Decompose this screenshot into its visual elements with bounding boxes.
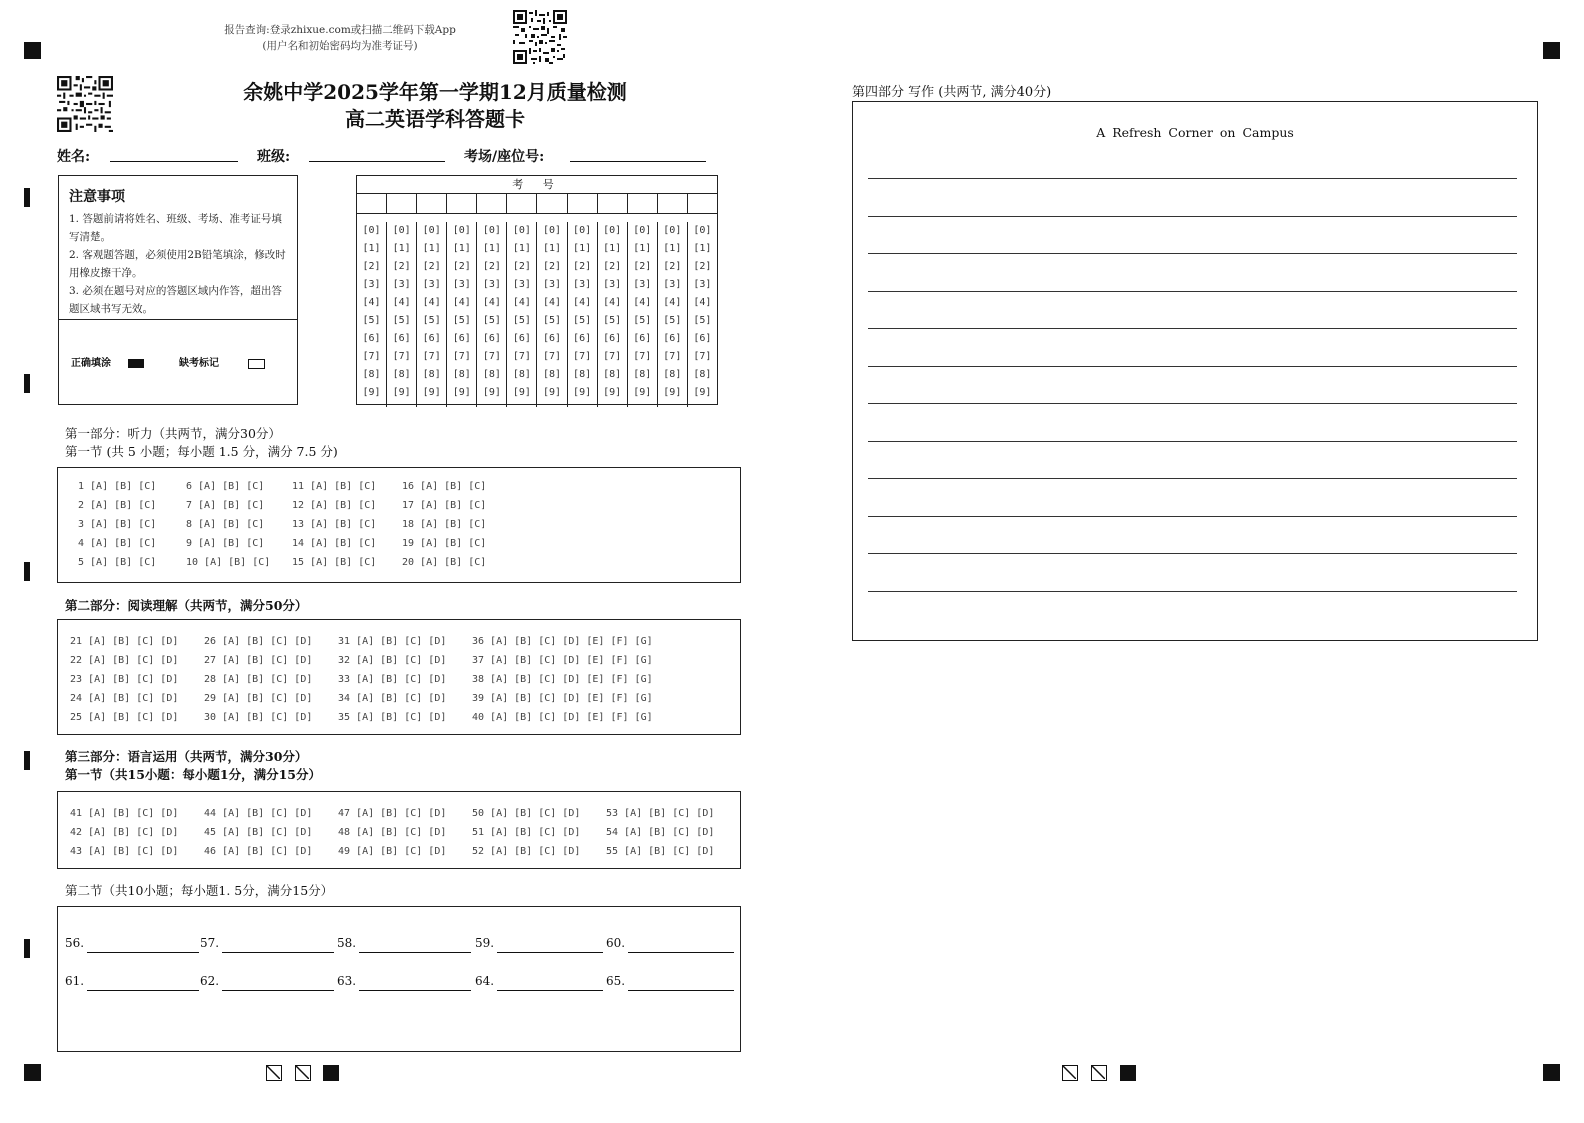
- essay-title: A Refresh Corner on Campus: [1096, 125, 1294, 140]
- answer-choice-group[interactable]: 14 [A] [B] [C]: [292, 538, 377, 549]
- filled-square-icon: [323, 1065, 339, 1081]
- digit-bubble[interactable]: [1]: [512, 243, 531, 254]
- digit-bubble[interactable]: [3]: [573, 279, 592, 290]
- blank-number: 60.: [606, 936, 626, 950]
- digit-bubble[interactable]: [8]: [573, 369, 592, 380]
- digit-bubble[interactable]: [2]: [693, 261, 712, 272]
- digit-bubble[interactable]: [6]: [422, 333, 441, 344]
- digit-bubble[interactable]: [3]: [603, 279, 622, 290]
- digit-bubble[interactable]: [9]: [362, 387, 381, 398]
- blank-line[interactable]: [87, 952, 199, 953]
- digit-bubble[interactable]: [5]: [482, 315, 501, 326]
- answer-choice-group[interactable]: 2 [A] [B] [C]: [78, 500, 157, 511]
- answer-choice-group[interactable]: 11 [A] [B] [C]: [292, 481, 377, 492]
- digit-bubble[interactable]: [1]: [452, 243, 471, 254]
- class-label: 班级:: [257, 149, 291, 165]
- digit-bubble[interactable]: [8]: [633, 369, 652, 380]
- class-field[interactable]: [309, 161, 445, 162]
- digit-bubble[interactable]: [0]: [362, 225, 381, 236]
- absent-mark-label: 缺考标记: [179, 358, 219, 369]
- part2-title: 第二部分：阅读理解（共两节，满分50分）: [65, 598, 308, 613]
- digit-bubble[interactable]: [2]: [482, 261, 501, 272]
- digit-bubble[interactable]: [7]: [663, 351, 682, 362]
- digit-bubble[interactable]: [4]: [663, 297, 682, 308]
- report-query-line1: 报告查询:登录zhixue.com或扫描二维码下载App: [224, 24, 456, 36]
- exam-id-cell[interactable]: [537, 194, 567, 213]
- answer-choice-group[interactable]: 42 [A] [B] [C] [D]: [70, 827, 179, 838]
- blank-number: 63.: [337, 974, 357, 988]
- digit-bubble[interactable]: [0]: [633, 225, 652, 236]
- digit-bubble[interactable]: [3]: [542, 279, 562, 290]
- absent-box-icon[interactable]: [248, 359, 265, 369]
- digit-bubble[interactable]: [0]: [542, 225, 562, 236]
- digit-bubble[interactable]: [9]: [422, 387, 441, 398]
- exam-id-column: [598, 222, 628, 407]
- answer-choice-group[interactable]: 33 [A] [B] [C] [D]: [338, 674, 447, 685]
- exam-id-column: [688, 222, 717, 407]
- digit-bubble[interactable]: [4]: [422, 297, 441, 308]
- part3-section2-box: [57, 906, 741, 1052]
- digit-bubble[interactable]: [6]: [392, 333, 411, 344]
- notice-divider: [59, 319, 297, 320]
- name-field[interactable]: [110, 161, 238, 162]
- timing-bar: [24, 751, 30, 770]
- exam-id-write-cells: [357, 194, 717, 214]
- digit-bubble[interactable]: [3]: [452, 279, 471, 290]
- correct-fill-legend: [71, 354, 144, 369]
- writing-line[interactable]: [868, 178, 1517, 179]
- blank-line[interactable]: [497, 952, 603, 953]
- digit-bubble[interactable]: [5]: [693, 315, 712, 326]
- digit-bubble[interactable]: [0]: [512, 225, 531, 236]
- answer-choice-group[interactable]: 8 [A] [B] [C]: [186, 519, 265, 530]
- digit-bubble[interactable]: [2]: [392, 261, 411, 272]
- digit-bubble[interactable]: [2]: [512, 261, 531, 272]
- answer-choice-group[interactable]: 28 [A] [B] [C] [D]: [204, 674, 313, 685]
- answer-choice-group[interactable]: 6 [A] [B] [C]: [186, 481, 265, 492]
- digit-bubble[interactable]: [1]: [603, 243, 622, 254]
- answer-choice-group[interactable]: 4 [A] [B] [C]: [78, 538, 157, 549]
- blank-line[interactable]: [497, 990, 603, 991]
- digit-bubble[interactable]: [2]: [603, 261, 622, 272]
- digit-bubble[interactable]: [3]: [633, 279, 652, 290]
- digit-bubble[interactable]: [8]: [392, 369, 411, 380]
- part1-subtitle: 第一节 (共 5 小题；每小题 1.5 分，满分 7.5 分): [65, 444, 338, 459]
- notice-item: 3. 必须在题号对应的答题区域内作答，超出答题区域书写无效。: [69, 285, 282, 315]
- answer-choice-group[interactable]: 1 [A] [B] [C]: [78, 481, 157, 492]
- blank-line[interactable]: [222, 952, 334, 953]
- digit-bubble[interactable]: [5]: [392, 315, 411, 326]
- digit-bubble[interactable]: [8]: [482, 369, 501, 380]
- writing-line[interactable]: [868, 516, 1517, 517]
- digit-bubble[interactable]: [3]: [663, 279, 682, 290]
- blank-line[interactable]: [87, 990, 199, 991]
- exam-id-column: [357, 222, 387, 407]
- answer-choice-group[interactable]: 46 [A] [B] [C] [D]: [204, 846, 313, 857]
- digit-bubble[interactable]: [1]: [482, 243, 501, 254]
- exam-id-cell[interactable]: [658, 194, 688, 213]
- blank-answer[interactable]: [475, 974, 494, 988]
- digit-bubble[interactable]: [2]: [542, 261, 562, 272]
- timing-mark: [24, 42, 41, 59]
- exam-id-cell[interactable]: [507, 194, 537, 213]
- part3-section2-title: 第二节（共10小题；每小题1. 5分，满分15分）: [65, 883, 334, 898]
- writing-line[interactable]: [868, 478, 1517, 479]
- digit-bubble[interactable]: [6]: [663, 333, 682, 344]
- exam-id-cell[interactable]: [628, 194, 658, 213]
- exam-id-bubbles: [357, 214, 717, 407]
- digit-bubble[interactable]: [6]: [633, 333, 652, 344]
- digit-bubble[interactable]: [8]: [452, 369, 471, 380]
- digit-bubble[interactable]: [5]: [422, 315, 441, 326]
- digit-bubble[interactable]: [0]: [452, 225, 471, 236]
- exam-id-grid: [356, 175, 718, 405]
- crossed-square-icon: [266, 1065, 282, 1081]
- writing-line[interactable]: [868, 403, 1517, 404]
- answer-choice-group[interactable]: 38 [A] [B] [C] [D] [E] [F] [G]: [472, 674, 653, 685]
- digit-bubble[interactable]: [3]: [392, 279, 411, 290]
- digit-bubble[interactable]: [6]: [482, 333, 501, 344]
- qr-code-card: [57, 76, 113, 132]
- digit-bubble[interactable]: [4]: [542, 297, 562, 308]
- filled-box-icon: [128, 359, 144, 368]
- digit-bubble[interactable]: [7]: [573, 351, 592, 362]
- digit-bubble[interactable]: [9]: [392, 387, 411, 398]
- part3-subtitle: 第一节（共15小题：每小题1分，满分15分）: [65, 767, 321, 782]
- answer-choice-group[interactable]: 44 [A] [B] [C] [D]: [204, 808, 313, 819]
- exam-id-cell[interactable]: [688, 194, 717, 213]
- blank-line[interactable]: [222, 990, 334, 991]
- digit-bubble[interactable]: [4]: [482, 297, 501, 308]
- writing-line[interactable]: [868, 441, 1517, 442]
- exam-id-cell[interactable]: [447, 194, 477, 213]
- notice-item: 1. 答题前请将姓名、班级、考场、准考证号填写清楚。: [69, 213, 282, 243]
- answer-choice-group[interactable]: 16 [A] [B] [C]: [402, 481, 487, 492]
- digit-bubble[interactable]: [1]: [362, 243, 381, 254]
- digit-bubble[interactable]: [2]: [663, 261, 682, 272]
- exam-id-cell[interactable]: [598, 194, 628, 213]
- timing-bar: [24, 188, 30, 207]
- digit-bubble[interactable]: [2]: [452, 261, 471, 272]
- digit-bubble[interactable]: [8]: [542, 369, 562, 380]
- answer-choice-group[interactable]: 52 [A] [B] [C] [D]: [472, 846, 581, 857]
- notice-heading: 注意事项: [69, 189, 125, 205]
- answer-choice-group[interactable]: 24 [A] [B] [C] [D]: [70, 693, 179, 704]
- answer-choice-group[interactable]: 20 [A] [B] [C]: [402, 557, 487, 568]
- digit-bubble[interactable]: [0]: [603, 225, 622, 236]
- digit-bubble[interactable]: [0]: [663, 225, 682, 236]
- digit-bubble[interactable]: [2]: [422, 261, 441, 272]
- digit-bubble[interactable]: [8]: [663, 369, 682, 380]
- qr-code-top: [513, 10, 567, 64]
- answer-choice-group[interactable]: 53 [A] [B] [C] [D]: [606, 808, 715, 819]
- digit-bubble[interactable]: [7]: [362, 351, 381, 362]
- answer-choice-group[interactable]: 35 [A] [B] [C] [D]: [338, 712, 447, 723]
- digit-bubble[interactable]: [8]: [693, 369, 712, 380]
- exam-id-heading: 考 号: [357, 176, 717, 194]
- part4-title: 第四部分 写作 (共两节, 满分40分): [852, 85, 1052, 100]
- digit-bubble[interactable]: [7]: [603, 351, 622, 362]
- exam-id-column: [447, 222, 477, 407]
- exam-id-cell[interactable]: [387, 194, 417, 213]
- writing-line[interactable]: [868, 291, 1517, 292]
- answer-choice-group[interactable]: 21 [A] [B] [C] [D]: [70, 636, 179, 647]
- digit-bubble[interactable]: [4]: [573, 297, 592, 308]
- answer-choice-group[interactable]: 47 [A] [B] [C] [D]: [338, 808, 447, 819]
- answer-choice-group[interactable]: 27 [A] [B] [C] [D]: [204, 655, 313, 666]
- digit-bubble[interactable]: [6]: [542, 333, 562, 344]
- answer-choice-group[interactable]: 55 [A] [B] [C] [D]: [606, 846, 715, 857]
- part1-answer-box: [57, 467, 741, 583]
- digit-bubble[interactable]: [6]: [603, 333, 622, 344]
- digit-bubble[interactable]: [8]: [422, 369, 441, 380]
- digit-bubble[interactable]: [1]: [542, 243, 562, 254]
- digit-bubble[interactable]: [5]: [452, 315, 471, 326]
- seat-field[interactable]: [570, 161, 706, 162]
- exam-id-cell[interactable]: [417, 194, 447, 213]
- crossed-square-icon: [1062, 1065, 1078, 1081]
- digit-bubble[interactable]: [8]: [362, 369, 381, 380]
- digit-bubble[interactable]: [1]: [693, 243, 712, 254]
- blank-answer[interactable]: [200, 936, 219, 950]
- blank-answer[interactable]: [475, 936, 494, 950]
- digit-bubble[interactable]: [7]: [693, 351, 712, 362]
- name-label: 姓名:: [57, 149, 91, 165]
- digit-bubble[interactable]: [3]: [482, 279, 501, 290]
- timing-mark: [24, 1064, 41, 1081]
- digit-bubble[interactable]: [1]: [663, 243, 682, 254]
- digit-bubble[interactable]: [9]: [633, 387, 652, 398]
- digit-bubble[interactable]: [0]: [392, 225, 411, 236]
- digit-bubble[interactable]: [9]: [663, 387, 682, 398]
- blank-answer[interactable]: [606, 936, 625, 950]
- blank-number: 61.: [65, 974, 85, 988]
- writing-line[interactable]: [868, 253, 1517, 254]
- answer-choice-group[interactable]: 29 [A] [B] [C] [D]: [204, 693, 313, 704]
- digit-bubble[interactable]: [7]: [422, 351, 441, 362]
- digit-bubble[interactable]: [9]: [482, 387, 501, 398]
- blank-answer[interactable]: [200, 974, 219, 988]
- answer-choice-group[interactable]: 18 [A] [B] [C]: [402, 519, 487, 530]
- digit-bubble[interactable]: [5]: [633, 315, 652, 326]
- answer-choice-group[interactable]: 23 [A] [B] [C] [D]: [70, 674, 179, 685]
- digit-bubble[interactable]: [1]: [633, 243, 652, 254]
- exam-id-column: [507, 222, 537, 407]
- digit-bubble[interactable]: [3]: [512, 279, 531, 290]
- exam-title: 余姚中学2025学年第一学期12月质量检测: [243, 80, 627, 104]
- answer-choice-group[interactable]: 22 [A] [B] [C] [D]: [70, 655, 179, 666]
- digit-bubble[interactable]: [5]: [542, 315, 562, 326]
- blank-line[interactable]: [628, 990, 734, 991]
- crossed-square-icon: [1091, 1065, 1107, 1081]
- exam-id-column: [477, 222, 507, 407]
- digit-bubble[interactable]: [2]: [362, 261, 381, 272]
- digit-bubble[interactable]: [7]: [452, 351, 471, 362]
- digit-bubble[interactable]: [7]: [542, 351, 562, 362]
- digit-bubble[interactable]: [6]: [512, 333, 531, 344]
- digit-bubble[interactable]: [7]: [633, 351, 652, 362]
- part1-title: 第一部分：听力（共两节，满分30分）: [65, 426, 281, 441]
- digit-bubble[interactable]: [0]: [693, 225, 712, 236]
- answer-choice-group[interactable]: 45 [A] [B] [C] [D]: [204, 827, 313, 838]
- exam-id-column: [417, 222, 447, 407]
- digit-bubble[interactable]: [8]: [603, 369, 622, 380]
- digit-bubble[interactable]: [4]: [392, 297, 411, 308]
- blank-line[interactable]: [359, 990, 471, 991]
- digit-bubble[interactable]: [3]: [693, 279, 712, 290]
- answer-choice-group[interactable]: 13 [A] [B] [C]: [292, 519, 377, 530]
- digit-bubble[interactable]: [0]: [422, 225, 441, 236]
- digit-bubble[interactable]: [9]: [573, 387, 592, 398]
- digit-bubble[interactable]: [1]: [573, 243, 592, 254]
- answer-choice-group[interactable]: 12 [A] [B] [C]: [292, 500, 377, 511]
- seat-label: 考场/座位号:: [464, 149, 545, 165]
- blank-number: 65.: [606, 974, 626, 988]
- blank-number: 64.: [475, 974, 495, 988]
- answer-choice-group[interactable]: 50 [A] [B] [C] [D]: [472, 808, 581, 819]
- timing-mark: [1543, 42, 1560, 59]
- digit-bubble[interactable]: [7]: [512, 351, 531, 362]
- blank-answer[interactable]: [337, 936, 356, 950]
- answer-choice-group[interactable]: 10 [A] [B] [C]: [186, 557, 271, 568]
- digit-bubble[interactable]: [4]: [603, 297, 622, 308]
- timing-mark: [1543, 1064, 1560, 1081]
- digit-bubble[interactable]: [5]: [573, 315, 592, 326]
- writing-line[interactable]: [868, 591, 1517, 592]
- digit-bubble[interactable]: [5]: [663, 315, 682, 326]
- blank-answer[interactable]: [606, 974, 625, 988]
- answer-choice-group[interactable]: 34 [A] [B] [C] [D]: [338, 693, 447, 704]
- answer-choice-group[interactable]: 15 [A] [B] [C]: [292, 557, 377, 568]
- exam-subtitle: 高二英语学科答题卡: [345, 107, 525, 131]
- answer-choice-group[interactable]: 19 [A] [B] [C]: [402, 538, 487, 549]
- timing-bar: [24, 374, 30, 393]
- answer-choice-group[interactable]: 32 [A] [B] [C] [D]: [338, 655, 447, 666]
- blank-number: 59.: [475, 936, 495, 950]
- answer-choice-group[interactable]: 9 [A] [B] [C]: [186, 538, 265, 549]
- digit-bubble[interactable]: [5]: [603, 315, 622, 326]
- digit-bubble[interactable]: [7]: [482, 351, 501, 362]
- digit-bubble[interactable]: [4]: [633, 297, 652, 308]
- digit-bubble[interactable]: [8]: [512, 369, 531, 380]
- blank-answer[interactable]: [65, 936, 84, 950]
- answer-choice-group[interactable]: 37 [A] [B] [C] [D] [E] [F] [G]: [472, 655, 653, 666]
- report-query-note: [210, 22, 470, 54]
- answer-choice-group[interactable]: 40 [A] [B] [C] [D] [E] [F] [G]: [472, 712, 653, 723]
- notice-item: 2. 客观题答题，必须使用2B铅笔填涂，修改时用橡皮擦干净。: [69, 249, 286, 279]
- answer-choice-group[interactable]: 7 [A] [B] [C]: [186, 500, 265, 511]
- absent-mark-legend: [179, 354, 265, 369]
- answer-choice-group[interactable]: 43 [A] [B] [C] [D]: [70, 846, 179, 857]
- timing-bar: [24, 939, 30, 958]
- digit-bubble[interactable]: [9]: [693, 387, 712, 398]
- exam-id-cell[interactable]: [477, 194, 507, 213]
- digit-bubble[interactable]: [5]: [362, 315, 381, 326]
- exam-id-column: [658, 222, 688, 407]
- answer-choice-group[interactable]: 31 [A] [B] [C] [D]: [338, 636, 447, 647]
- answer-choice-group[interactable]: 5 [A] [B] [C]: [78, 557, 157, 568]
- notice-box: [58, 175, 298, 405]
- exam-id-cell[interactable]: [357, 194, 387, 213]
- digit-bubble[interactable]: [9]: [512, 387, 531, 398]
- filled-square-icon: [1120, 1065, 1136, 1081]
- digit-bubble[interactable]: [4]: [452, 297, 471, 308]
- digit-bubble[interactable]: [5]: [512, 315, 531, 326]
- exam-id-cell[interactable]: [568, 194, 598, 213]
- blank-answer[interactable]: [337, 974, 356, 988]
- blank-number: 62.: [200, 974, 220, 988]
- digit-bubble[interactable]: [6]: [573, 333, 592, 344]
- digit-bubble[interactable]: [1]: [422, 243, 441, 254]
- digit-bubble[interactable]: [7]: [392, 351, 411, 362]
- report-query-line2: (用户名和初始密码均为准考证号): [262, 40, 418, 52]
- writing-line[interactable]: [868, 553, 1517, 554]
- digit-bubble[interactable]: [0]: [573, 225, 592, 236]
- answer-choice-group[interactable]: 51 [A] [B] [C] [D]: [472, 827, 581, 838]
- digit-bubble[interactable]: [6]: [362, 333, 381, 344]
- part3-title: 第三部分：语言运用（共两节，满分30分）: [65, 749, 308, 764]
- writing-box[interactable]: [852, 101, 1538, 641]
- answer-choice-group[interactable]: 48 [A] [B] [C] [D]: [338, 827, 447, 838]
- crossed-square-icon: [295, 1065, 311, 1081]
- answer-choice-group[interactable]: 54 [A] [B] [C] [D]: [606, 827, 715, 838]
- answer-choice-group[interactable]: 36 [A] [B] [C] [D] [E] [F] [G]: [472, 636, 653, 647]
- digit-bubble[interactable]: [9]: [542, 387, 562, 398]
- answer-choice-group[interactable]: 25 [A] [B] [C] [D]: [70, 712, 179, 723]
- digit-bubble[interactable]: [1]: [392, 243, 411, 254]
- digit-bubble[interactable]: [9]: [603, 387, 622, 398]
- digit-bubble[interactable]: [6]: [452, 333, 471, 344]
- blank-answer[interactable]: [65, 974, 84, 988]
- exam-id-column: [387, 222, 417, 407]
- exam-id-column: [537, 222, 567, 407]
- answer-choice-group[interactable]: 3 [A] [B] [C]: [78, 519, 157, 530]
- digit-bubble[interactable]: [4]: [362, 297, 381, 308]
- blank-number: 56.: [65, 936, 85, 950]
- answer-choice-group[interactable]: 41 [A] [B] [C] [D]: [70, 808, 179, 819]
- answer-choice-group[interactable]: 49 [A] [B] [C] [D]: [338, 846, 447, 857]
- writing-line[interactable]: [868, 216, 1517, 217]
- writing-line[interactable]: [868, 328, 1517, 329]
- digit-bubble[interactable]: [4]: [512, 297, 531, 308]
- digit-bubble[interactable]: [4]: [693, 297, 712, 308]
- answer-choice-group[interactable]: 30 [A] [B] [C] [D]: [204, 712, 313, 723]
- answer-choice-group[interactable]: 26 [A] [B] [C] [D]: [204, 636, 313, 647]
- exam-id-column: [568, 222, 598, 407]
- blank-line[interactable]: [359, 952, 471, 953]
- writing-line[interactable]: [868, 366, 1517, 367]
- blank-number: 58.: [337, 936, 357, 950]
- exam-id-column: [628, 222, 658, 407]
- digit-bubble[interactable]: [3]: [422, 279, 441, 290]
- digit-bubble[interactable]: [2]: [573, 261, 592, 272]
- digit-bubble[interactable]: [6]: [693, 333, 712, 344]
- digit-bubble[interactable]: [3]: [362, 279, 381, 290]
- blank-line[interactable]: [628, 952, 734, 953]
- answer-choice-group[interactable]: 17 [A] [B] [C]: [402, 500, 487, 511]
- blank-number: 57.: [200, 936, 220, 950]
- answer-choice-group[interactable]: 39 [A] [B] [C] [D] [E] [F] [G]: [472, 693, 653, 704]
- digit-bubble[interactable]: [9]: [452, 387, 471, 398]
- correct-fill-label: 正确填涂: [71, 358, 111, 369]
- timing-bar: [24, 562, 30, 581]
- digit-bubble[interactable]: [2]: [633, 261, 652, 272]
- digit-bubble[interactable]: [0]: [482, 225, 501, 236]
